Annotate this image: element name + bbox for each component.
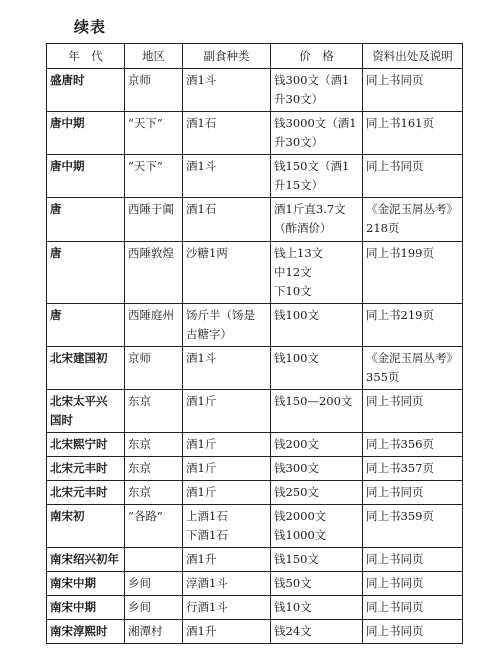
food-type-cell xyxy=(183,572,271,596)
region-cell-line: “天下” xyxy=(128,159,163,173)
era-cell-line: 南宋绍兴初年 xyxy=(50,552,119,566)
header-source: 资料出处及说明 xyxy=(363,44,463,69)
source-cell xyxy=(363,242,463,304)
header-era: 年 代 xyxy=(47,44,125,69)
region-cell-line: “天下” xyxy=(128,116,163,130)
header-food-type: 副食种类 xyxy=(183,44,271,69)
era-cell xyxy=(47,457,125,481)
food-type-cell-line: 酒1斤 xyxy=(186,461,217,475)
food-type-cell xyxy=(183,390,271,433)
price-table xyxy=(46,43,463,644)
price-cell-line: 升15文） xyxy=(274,178,324,192)
source-cell xyxy=(363,457,463,481)
food-type-cell-line: 酒1斤 xyxy=(186,485,217,499)
era-cell-line: 北宋元丰时 xyxy=(50,485,108,499)
region-cell xyxy=(125,620,183,644)
source-cell-line: 同上书同页 xyxy=(366,576,424,590)
food-type-cell xyxy=(183,620,271,644)
food-type-cell xyxy=(183,433,271,457)
price-cell-line: 钱200文 xyxy=(274,437,319,451)
region-cell xyxy=(125,481,183,505)
era-cell xyxy=(47,112,125,155)
era-cell-line: 唐 xyxy=(50,246,62,260)
table-row xyxy=(47,198,463,242)
source-cell-line: 同上书同页 xyxy=(366,600,424,614)
source-cell-line: 同上书161页 xyxy=(366,116,434,130)
food-type-cell-line: 沙糖1两 xyxy=(186,246,228,260)
era-cell xyxy=(47,304,125,347)
price-cell xyxy=(271,620,363,644)
source-cell xyxy=(363,112,463,155)
price-cell-line: 钱150文（酒1 xyxy=(274,159,350,173)
region-cell xyxy=(125,304,183,347)
food-type-cell xyxy=(183,548,271,572)
price-cell-line: 中12文 xyxy=(274,265,312,279)
source-cell-line: 同上书357页 xyxy=(366,461,434,475)
era-cell xyxy=(47,347,125,390)
source-cell xyxy=(363,596,463,620)
era-cell-line: 南宋中期 xyxy=(50,576,96,590)
era-cell xyxy=(47,572,125,596)
source-cell xyxy=(363,481,463,505)
source-cell xyxy=(363,505,463,548)
price-cell-line: 钱50文 xyxy=(274,576,312,590)
region-cell-line: 湘潭村 xyxy=(128,624,163,638)
food-type-cell xyxy=(183,505,271,548)
source-cell-line: 同上书199页 xyxy=(366,246,434,260)
table-row xyxy=(47,155,463,198)
food-type-cell xyxy=(183,155,271,198)
price-cell xyxy=(271,596,363,620)
region-cell xyxy=(125,112,183,155)
food-type-cell xyxy=(183,481,271,505)
table-row xyxy=(47,596,463,620)
price-cell xyxy=(271,69,363,112)
era-cell-line: 国时 xyxy=(50,413,73,427)
price-cell-line: 钱上13文 xyxy=(274,246,324,260)
food-type-cell-line: 酒1石 xyxy=(186,116,217,130)
food-type-cell xyxy=(183,596,271,620)
table-row xyxy=(47,457,463,481)
era-cell-line: 南宋淳熙时 xyxy=(50,624,108,638)
era-cell xyxy=(47,390,125,433)
table-row xyxy=(47,481,463,505)
header-region: 地区 xyxy=(125,44,183,69)
food-type-cell-line: 酒1升 xyxy=(186,552,217,566)
price-cell-line: 钱1000文 xyxy=(274,528,327,542)
region-cell xyxy=(125,155,183,198)
era-cell-line: 北宋太平兴 xyxy=(50,394,108,408)
price-cell-line: 升30文） xyxy=(274,92,324,106)
price-cell-line: 钱24文 xyxy=(274,624,312,638)
price-cell xyxy=(271,548,363,572)
era-cell xyxy=(47,596,125,620)
region-cell xyxy=(125,433,183,457)
page-title: 续表 xyxy=(74,18,107,36)
source-cell-line: 同上书同页 xyxy=(366,159,424,173)
region-cell-line: 东京 xyxy=(128,461,151,475)
source-cell-line: 同上书同页 xyxy=(366,485,424,499)
food-type-cell-line: 酒1斗 xyxy=(186,159,217,173)
era-cell xyxy=(47,155,125,198)
food-type-cell-line: 酒1升 xyxy=(186,624,217,638)
food-type-cell-line: 酒1斗 xyxy=(186,351,217,365)
region-cell-line: 东京 xyxy=(128,394,151,408)
region-cell-line: 乡间 xyxy=(128,600,151,614)
era-cell xyxy=(47,481,125,505)
price-cell-line: 钱3000文（酒1 xyxy=(274,116,357,130)
era-cell xyxy=(47,433,125,457)
source-cell-line: 同上书同页 xyxy=(366,552,424,566)
food-type-cell-line: 古糖字） xyxy=(186,327,232,341)
source-cell xyxy=(363,433,463,457)
table-row xyxy=(47,112,463,155)
price-cell-line: 钱100文 xyxy=(274,351,319,365)
source-cell xyxy=(363,620,463,644)
food-type-cell xyxy=(183,69,271,112)
table-row xyxy=(47,69,463,112)
price-cell xyxy=(271,433,363,457)
era-cell-line: 唐 xyxy=(50,202,62,216)
era-cell-line: 唐 xyxy=(50,308,62,322)
price-cell xyxy=(271,457,363,481)
food-type-cell xyxy=(183,457,271,481)
source-cell xyxy=(363,572,463,596)
source-cell xyxy=(363,155,463,198)
era-cell xyxy=(47,548,125,572)
era-cell-line: 唐中期 xyxy=(50,116,85,130)
food-type-cell xyxy=(183,242,271,304)
food-type-cell xyxy=(183,112,271,155)
price-cell xyxy=(271,198,363,242)
food-type-cell-line: 酒1斤 xyxy=(186,437,217,451)
food-type-cell-line: 淳酒1斗 xyxy=(186,576,228,590)
price-cell-line: 钱150文 xyxy=(274,552,319,566)
era-cell xyxy=(47,620,125,644)
food-type-cell xyxy=(183,304,271,347)
region-cell-line: 东京 xyxy=(128,485,151,499)
source-cell-line: 《金泥玉屑丛考》 xyxy=(366,202,458,216)
era-cell-line: 盛唐时 xyxy=(50,73,85,87)
price-cell xyxy=(271,572,363,596)
table-row xyxy=(47,433,463,457)
source-cell xyxy=(363,198,463,242)
region-cell xyxy=(125,505,183,548)
price-cell xyxy=(271,155,363,198)
price-cell xyxy=(271,112,363,155)
era-cell-line: 南宋中期 xyxy=(50,600,96,614)
price-cell-line: 钱300文 xyxy=(274,461,319,475)
region-cell-line: “各路” xyxy=(128,509,163,523)
price-cell xyxy=(271,481,363,505)
food-type-cell xyxy=(183,347,271,390)
region-cell xyxy=(125,457,183,481)
region-cell xyxy=(125,198,183,242)
source-cell-line: 同上书同页 xyxy=(366,73,424,87)
price-cell-line: 下10文 xyxy=(274,284,312,298)
price-cell xyxy=(271,347,363,390)
era-cell xyxy=(47,69,125,112)
source-cell-line: 同上书219页 xyxy=(366,308,434,322)
food-type-cell-line: 酒1石 xyxy=(186,202,217,216)
region-cell-line: 京师 xyxy=(128,73,151,87)
era-cell-line: 北宋建国初 xyxy=(50,351,108,365)
region-cell-line: 西陲于阗 xyxy=(128,202,174,216)
region-cell-line: 京师 xyxy=(128,351,151,365)
region-cell-line: 西陲庭州 xyxy=(128,308,174,322)
era-cell xyxy=(47,198,125,242)
table-row xyxy=(47,548,463,572)
region-cell xyxy=(125,390,183,433)
source-cell-line: 同上书同页 xyxy=(366,394,424,408)
era-cell-line: 北宋元丰时 xyxy=(50,461,108,475)
source-cell xyxy=(363,390,463,433)
food-type-cell xyxy=(183,198,271,242)
price-cell-line: 酒1斤直3.7文 xyxy=(274,202,346,216)
price-cell-line: 钱300文（酒1 xyxy=(274,73,350,87)
table-row xyxy=(47,572,463,596)
price-cell xyxy=(271,304,363,347)
source-cell-line: 同上书359页 xyxy=(366,509,434,523)
region-cell-line: 乡间 xyxy=(128,576,151,590)
food-type-cell-line: 下酒1石 xyxy=(186,528,228,542)
source-cell xyxy=(363,69,463,112)
era-cell-line: 唐中期 xyxy=(50,159,85,173)
region-cell xyxy=(125,548,183,572)
price-cell xyxy=(271,390,363,433)
table-row xyxy=(47,390,463,433)
food-type-cell-line: 饧斤半（饧是 xyxy=(186,308,255,322)
food-type-cell-line: 行酒1斗 xyxy=(186,600,228,614)
table-body xyxy=(47,69,463,644)
table-row xyxy=(47,505,463,548)
source-cell-line: 同上书356页 xyxy=(366,437,434,451)
food-type-cell-line: 酒1斤 xyxy=(186,394,217,408)
table-row xyxy=(47,347,463,390)
region-cell xyxy=(125,596,183,620)
era-cell xyxy=(47,242,125,304)
region-cell xyxy=(125,69,183,112)
era-cell-line: 北宋熙宁时 xyxy=(50,437,108,451)
source-cell-line: 355页 xyxy=(366,370,400,384)
region-cell xyxy=(125,242,183,304)
food-type-cell-line: 酒1斗 xyxy=(186,73,217,87)
source-cell xyxy=(363,304,463,347)
price-cell xyxy=(271,242,363,304)
food-type-cell-line: 上酒1石 xyxy=(186,509,228,523)
region-cell xyxy=(125,347,183,390)
price-cell-line: 钱2000文 xyxy=(274,509,327,523)
source-cell xyxy=(363,347,463,390)
source-cell xyxy=(363,548,463,572)
price-cell-line: 钱10文 xyxy=(274,600,312,614)
region-cell xyxy=(125,572,183,596)
price-cell-line: 钱150—200文 xyxy=(274,394,353,408)
era-cell-line: 南宋初 xyxy=(50,509,85,523)
source-cell-line: 《金泥玉屑丛考》 xyxy=(366,351,458,365)
table-header-row xyxy=(47,44,463,69)
header-price: 价 格 xyxy=(271,44,363,69)
price-cell-line: 升30文） xyxy=(274,135,324,149)
price-cell xyxy=(271,505,363,548)
region-cell-line: 东京 xyxy=(128,437,151,451)
price-cell-line: 钱100文 xyxy=(274,308,319,322)
source-cell-line: 同上书同页 xyxy=(366,624,424,638)
table-row xyxy=(47,304,463,347)
table-row xyxy=(47,242,463,304)
region-cell-line: 西陲敦煌 xyxy=(128,246,174,260)
source-cell-line: 218页 xyxy=(366,221,400,235)
price-cell-line: （酢酒价） xyxy=(274,221,332,235)
table-row xyxy=(47,620,463,644)
era-cell xyxy=(47,505,125,548)
price-cell-line: 钱250文 xyxy=(274,485,319,499)
